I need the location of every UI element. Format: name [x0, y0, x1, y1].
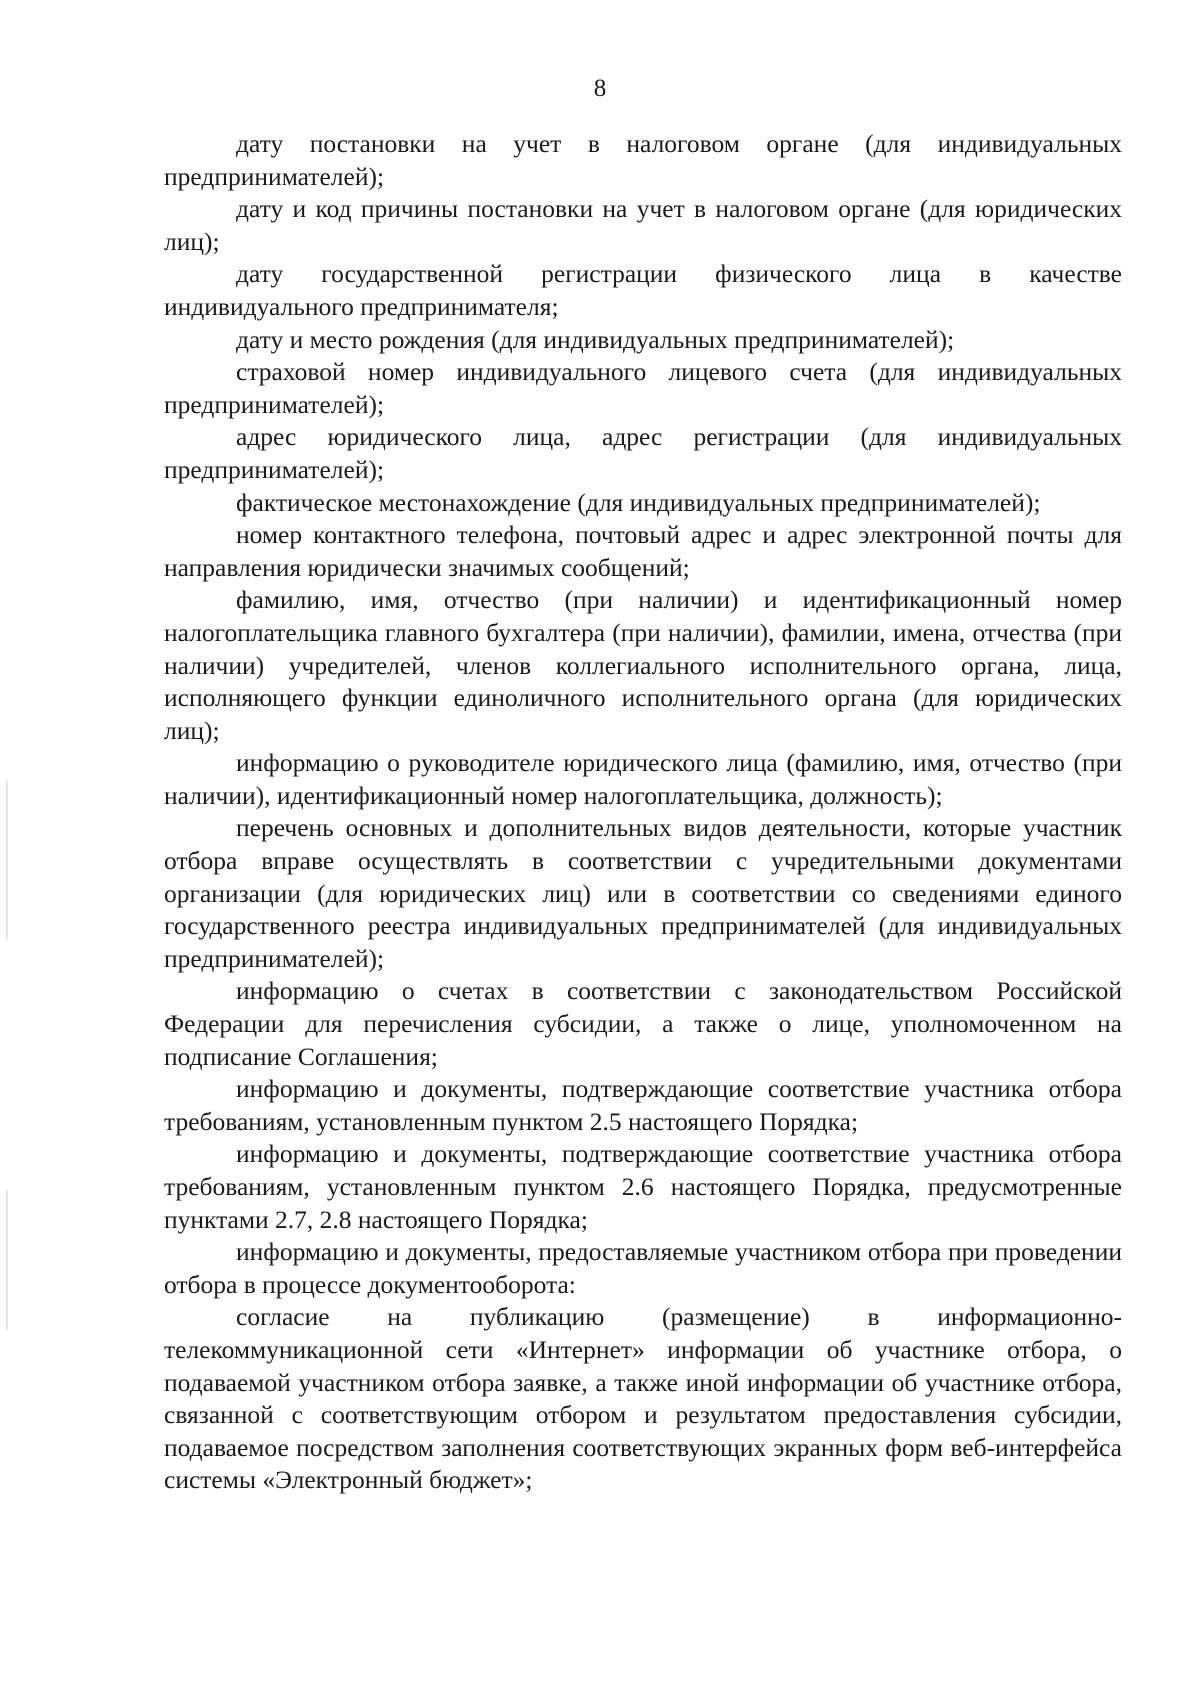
paragraph: фактическое местонахождение (для индивидуальных предпринимателей);: [236, 487, 1041, 517]
paragraph: дату и место рождения (для индивидуальных предпринимателей);: [236, 324, 955, 354]
paragraph: информацию и документы, предоставляемые участником отбора при проведении отбора в процессе документооборота:: [164, 1237, 1122, 1299]
paragraph: дату постановки на учет в налоговом органе (для индивидуальных предпринимателей);: [164, 129, 1122, 191]
paragraph: согласие на публикацию (размещение) в информационно-телекоммуникационной сети «Интернет» информации об участнике отбора, о подаваемой участником отбора заявке, а также иной информации об участнике отбора, связанной с соответствующим отбором и результатом предоставления субсидии, подаваемое посредством заполнения соответствующих экранных форм веб-интерфейса системы «Электронный бюджет»;: [164, 1302, 1122, 1495]
paragraph: информацию о счетах в соответствии с законодательством Российской Федерации для перечисления субсидии, а также о лице, уполномоченном на подписание Соглашения;: [164, 976, 1122, 1071]
paragraph: номер контактного телефона, почтовый адрес и адрес электронной почты для направления юридически значимых сообщений;: [164, 520, 1122, 582]
paragraph: информацию и документы, подтверждающие соответствие участника отбора требованиям, установленным пунктом 2.6 настоящего Порядка, предусмотренные пунктами 2.7, 2.8 настоящего Порядка;: [164, 1139, 1122, 1234]
paragraph: страховой номер индивидуального лицевого счета (для индивидуальных предпринимателей);: [164, 357, 1122, 419]
scan-edge-mark: [6, 1190, 8, 1330]
paragraph: дату и код причины постановки на учет в налоговом органе (для юридических лиц);: [164, 194, 1122, 256]
paragraph: перечень основных и дополнительных видов деятельности, которые участник отбора вправе осуществлять в соответствии с учредительными документами организации (для юридических лиц) или в соответствии со сведениями единого государственного реестра индивидуальных предпринимателей (для индивидуальных предпринимателей);: [164, 813, 1122, 973]
document-body: [164, 128, 1122, 1497]
paragraph: дату государственной регистрации физического лица в качестве индивидуального предпринимателя;: [164, 259, 1122, 321]
paragraph: фамилию, имя, отчество (при наличии) и идентификационный номер налогоплательщика главного бухгалтера (при наличии), фамилии, имена, отчества (при наличии) учредителей, членов коллегиального исполнительного органа, лица, исполняющего функции единоличного исполнительного органа (для юридических лиц);: [164, 585, 1122, 745]
paragraph: информацию и документы, подтверждающие соответствие участника отбора требованиям, установленным пунктом 2.5 настоящего Порядка;: [164, 1074, 1122, 1136]
paragraph: адрес юридического лица, адрес регистрации (для индивидуальных предпринимателей);: [164, 422, 1122, 484]
paragraph: информацию о руководителе юридического лица (фамилию, имя, отчество (при наличии), идентификационный номер налогоплательщика, должность);: [164, 748, 1122, 810]
scan-edge-mark: [6, 780, 8, 940]
page-number: 8: [593, 75, 607, 102]
